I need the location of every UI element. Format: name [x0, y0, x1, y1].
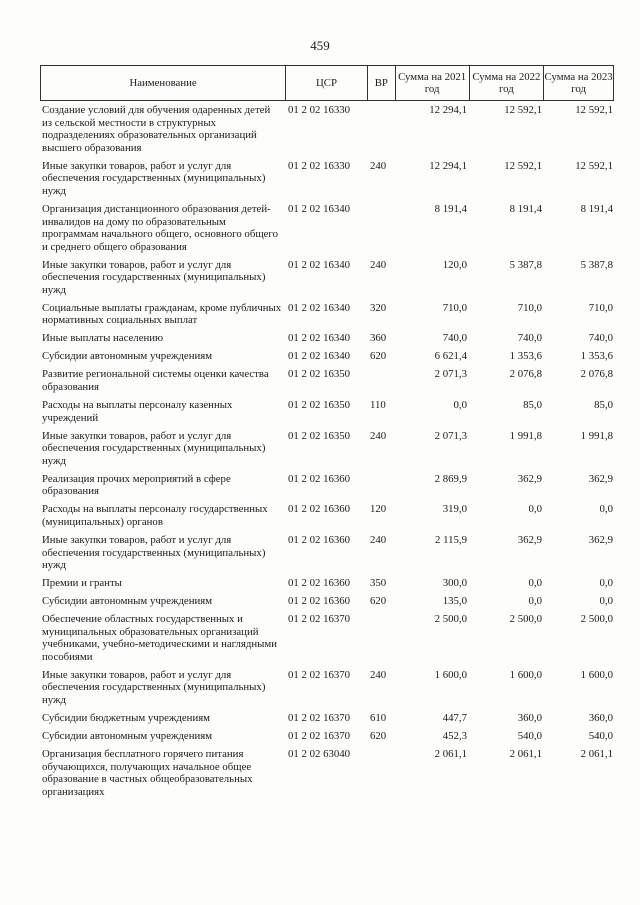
- cell-name: Иные закупки товаров, работ и услуг для обеспечения государственных (муниципальных) нужд: [42, 533, 266, 572]
- cell-name: Создание условий для обучения одаренных детей из сельской местности в структурных подразделениях образовательных организаций высшего образования: [42, 104, 271, 154]
- cell-csr: 01 2 02 16360: [288, 577, 351, 590]
- budget-table: [40, 65, 614, 804]
- cell-sum-2021: 447,7: [442, 711, 467, 724]
- table-header: [40, 65, 614, 101]
- cell-sum-2023: 710,0: [588, 301, 613, 314]
- table-row: [40, 259, 614, 297]
- header-vr: ВР: [368, 66, 396, 100]
- cell-vr: 240: [370, 258, 387, 271]
- cell-vr: [368, 613, 396, 663]
- cell-vr: 620: [370, 350, 387, 363]
- cell-sum-2022: 85,0: [523, 399, 542, 411]
- cell-name: Иные выплаты населению: [42, 332, 164, 345]
- header-name: Наименование: [41, 66, 286, 100]
- table-row: [40, 534, 614, 572]
- cell-vr: 610: [370, 711, 387, 724]
- cell-name: Иные закупки товаров, работ и услуг для обеспечения государственных (муниципальных) нужд: [42, 429, 266, 467]
- cell-csr: 01 2 02 16330: [288, 159, 351, 172]
- cell-sum-2022: 0,0: [528, 595, 542, 608]
- header-sum-2022: Сумма на 2022 год: [470, 66, 545, 100]
- cell-name: Иные закупки товаров, работ и услуг для обеспечения государственных (муниципальных) нужд: [42, 668, 266, 706]
- cell-sum-2023: 2 500,0: [580, 613, 613, 626]
- cell-sum-2023: 2 061,1: [580, 747, 613, 760]
- cell-csr: 01 2 02 16350: [288, 368, 351, 381]
- cell-sum-2022: 1 991,8: [509, 429, 542, 442]
- cell-sum-2023: 740,0: [588, 332, 613, 345]
- header-sum-2021: Сумма на 2021 год: [396, 66, 470, 100]
- cell-name: Организация дистанционного образования детей-инвалидов на дому по образовательным программам начального общего, основного общего и среднего общего образования: [42, 202, 278, 253]
- page-number: 459: [310, 38, 330, 53]
- cell-sum-2022: 2 076,8: [509, 368, 542, 381]
- cell-name: Реализация прочих мероприятий в сфере образования: [42, 472, 231, 498]
- cell-sum-2021: 300,0: [442, 577, 467, 590]
- table-row: [40, 302, 614, 327]
- cell-sum-2023: 0,0: [599, 577, 613, 590]
- cell-vr: 240: [370, 533, 387, 546]
- cell-sum-2021: 12 294,1: [429, 159, 467, 172]
- cell-sum-2023: 8 191,4: [580, 202, 613, 215]
- cell-sum-2021: 452,3: [442, 729, 467, 742]
- cell-vr: [368, 368, 396, 393]
- cell-csr: 01 2 02 16360: [288, 472, 351, 485]
- cell-name: Социальные выплаты гражданам, кроме публичных нормативных социальных выплат: [42, 301, 282, 327]
- cell-name: Субсидии бюджетным учреждениям: [42, 711, 211, 724]
- table-row: [40, 332, 614, 345]
- cell-vr: 360: [370, 332, 387, 345]
- cell-sum-2021: 2 071,3: [434, 429, 467, 442]
- cell-csr: 01 2 02 63040: [288, 747, 351, 760]
- header-csr: ЦСР: [286, 66, 368, 100]
- cell-csr: 01 2 02 16340: [288, 202, 351, 215]
- cell-sum-2023: 0,0: [599, 595, 613, 608]
- cell-name: Субсидии автономным учреждениям: [42, 729, 213, 742]
- cell-sum-2023: 12 592,1: [575, 159, 613, 172]
- cell-name: Иные закупки товаров, работ и услуг для обеспечения государственных (муниципальных) нужд: [42, 159, 266, 197]
- cell-sum-2021: 2 869,9: [434, 472, 467, 485]
- cell-sum-2021: 2 115,9: [435, 533, 467, 546]
- table-row: [40, 730, 614, 743]
- table-row: [40, 104, 614, 154]
- table-row: [40, 350, 614, 363]
- cell-sum-2022: 2 061,1: [509, 747, 542, 760]
- cell-sum-2021: 2 500,0: [434, 613, 467, 626]
- cell-csr: 01 2 02 16330: [288, 104, 351, 116]
- cell-sum-2021: 12 294,1: [429, 104, 467, 116]
- cell-csr: 01 2 02 16340: [288, 350, 351, 363]
- table-row: [40, 748, 614, 798]
- cell-csr: 01 2 02 16350: [288, 429, 351, 442]
- cell-sum-2021: 319,0: [442, 503, 467, 516]
- cell-name: Организация бесплатного горячего питания обучающихся, получающих начальное общее образование в частных общеобразовательных организациях: [42, 747, 253, 798]
- cell-csr: 01 2 02 16340: [288, 301, 351, 314]
- cell-sum-2021: 1 600,0: [434, 668, 467, 681]
- cell-sum-2023: 2 076,8: [580, 368, 613, 381]
- table-row: [40, 595, 614, 608]
- table-row: [40, 430, 614, 468]
- cell-vr: 110: [370, 399, 386, 411]
- cell-name: Иные закупки товаров, работ и услуг для обеспечения государственных (муниципальных) нужд: [42, 258, 266, 296]
- cell-vr: [368, 203, 396, 253]
- cell-sum-2021: 2 071,3: [434, 368, 467, 381]
- table-row: [40, 503, 614, 528]
- cell-sum-2023: 0,0: [599, 503, 613, 516]
- cell-name: Обеспечение областных государственных и муниципальных образовательных организаций учебниками, учебно-методическими и наглядными пособиями: [42, 613, 278, 663]
- cell-csr: 01 2 02 16360: [288, 533, 351, 546]
- cell-sum-2022: 740,0: [517, 332, 542, 345]
- cell-sum-2022: 540,0: [517, 729, 542, 742]
- table-row: [40, 577, 614, 590]
- cell-sum-2023: 362,9: [588, 472, 613, 485]
- cell-sum-2021: 135,0: [442, 595, 467, 608]
- cell-csr: 01 2 02 16360: [288, 503, 351, 516]
- cell-sum-2021: 120,0: [442, 258, 467, 271]
- table-body: [40, 101, 614, 798]
- cell-vr: 620: [370, 729, 387, 742]
- cell-sum-2021: 740,0: [442, 332, 467, 345]
- cell-sum-2022: 2 500,0: [509, 613, 542, 626]
- cell-sum-2021: 6 621,4: [434, 350, 467, 363]
- cell-sum-2023: 1 600,0: [580, 668, 613, 681]
- cell-sum-2023: 1 991,8: [580, 429, 613, 442]
- cell-sum-2023: 360,0: [588, 711, 613, 724]
- cell-sum-2022: 362,9: [517, 472, 542, 485]
- cell-sum-2021: 710,0: [442, 301, 467, 314]
- table-row: [40, 160, 614, 198]
- table-row: [40, 473, 614, 498]
- cell-sum-2022: 1 600,0: [509, 668, 542, 681]
- cell-sum-2022: 710,0: [517, 301, 542, 314]
- table-row: [40, 669, 614, 707]
- cell-vr: 240: [370, 429, 387, 442]
- cell-sum-2023: 1 353,6: [580, 350, 613, 363]
- cell-sum-2022: 362,9: [517, 533, 542, 546]
- cell-name: Субсидии автономным учреждениям: [42, 350, 213, 363]
- cell-name: Премии и гранты: [42, 577, 122, 590]
- cell-vr: 240: [370, 159, 387, 172]
- cell-name: Развитие региональной системы оценки качества образования: [42, 368, 269, 394]
- cell-csr: 01 2 02 16370: [288, 729, 351, 742]
- cell-sum-2021: 8 191,4: [434, 202, 467, 215]
- cell-sum-2022: 1 353,6: [509, 350, 542, 363]
- cell-sum-2022: 360,0: [517, 711, 542, 724]
- cell-vr: 350: [370, 577, 387, 590]
- table-row: [40, 613, 614, 663]
- cell-sum-2023: 362,9: [588, 533, 613, 546]
- cell-sum-2022: 5 387,8: [509, 258, 542, 271]
- cell-vr: 120: [370, 503, 387, 516]
- cell-sum-2021: 2 061,1: [434, 747, 467, 760]
- cell-sum-2021: 0,0: [453, 399, 467, 411]
- table-row: [40, 368, 614, 393]
- cell-csr: 01 2 02 16340: [288, 258, 351, 271]
- cell-csr: 01 2 02 16350: [288, 399, 351, 411]
- cell-sum-2022: 0,0: [528, 503, 542, 516]
- cell-sum-2022: 0,0: [528, 577, 542, 590]
- cell-name: Расходы на выплаты персоналу государственных (муниципальных) органов: [42, 503, 268, 528]
- cell-sum-2022: 12 592,1: [504, 104, 542, 116]
- cell-vr: 620: [370, 595, 387, 608]
- table-row: [40, 399, 614, 424]
- cell-name: Расходы на выплаты персоналу казенных учреждений: [42, 399, 233, 424]
- cell-csr: 01 2 02 16340: [288, 332, 351, 345]
- cell-vr: [368, 104, 396, 154]
- table-row: [40, 712, 614, 725]
- cell-vr: 240: [370, 668, 387, 681]
- cell-csr: 01 2 02 16370: [288, 668, 351, 681]
- cell-sum-2022: 8 191,4: [509, 202, 542, 215]
- cell-vr: 320: [370, 301, 387, 314]
- cell-csr: 01 2 02 16370: [288, 613, 351, 626]
- cell-sum-2022: 12 592,1: [504, 159, 542, 172]
- cell-csr: 01 2 02 16360: [288, 595, 351, 608]
- cell-vr: [368, 473, 396, 498]
- cell-vr: [368, 748, 396, 798]
- cell-sum-2023: 540,0: [588, 729, 613, 742]
- table-row: [40, 203, 614, 253]
- cell-name: Субсидии автономным учреждениям: [42, 595, 213, 608]
- cell-csr: 01 2 02 16370: [288, 711, 351, 724]
- cell-sum-2023: 5 387,8: [580, 258, 613, 271]
- header-sum-2023: Сумма на 2023 год: [544, 70, 613, 95]
- cell-sum-2023: 12 592,1: [575, 104, 613, 116]
- cell-sum-2023: 85,0: [594, 399, 613, 411]
